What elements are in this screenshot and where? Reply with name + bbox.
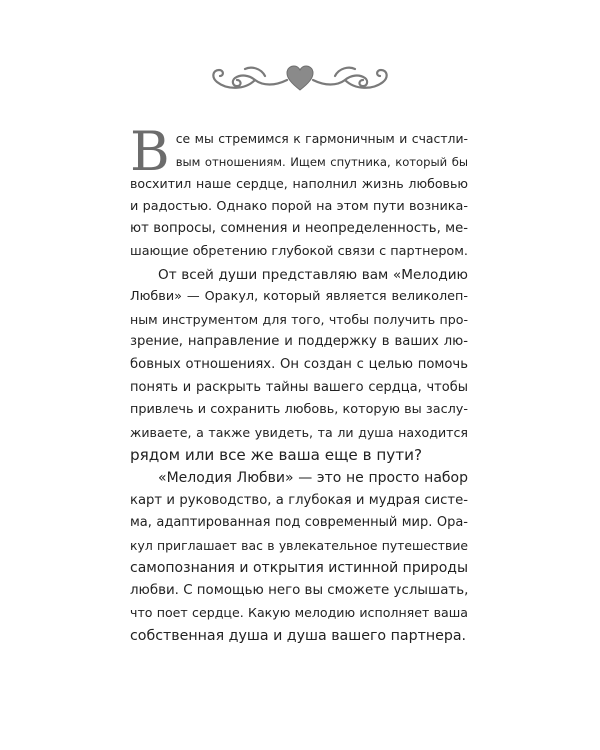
drop-cap: В	[130, 120, 170, 183]
text-line: зрение, направление и поддержку в ваших лю-	[130, 334, 468, 350]
paragraph-2	[130, 264, 468, 467]
text-line: ют вопросы, сомнения и неопределенность, ме-	[130, 221, 468, 237]
text-line: От всей души представляю вам «Мелодию	[158, 266, 468, 283]
text-line: привлечь и сохранить любовь, которую вы заслу-	[130, 402, 468, 418]
text-line: восхитил наше сердце, наполнил жизнь любовью	[130, 176, 468, 192]
paragraph-3	[130, 467, 468, 648]
text-line: понять и раскрыть тайны вашего сердца, чтобы	[130, 379, 468, 395]
heart-flourish-ornament-icon	[205, 56, 395, 100]
text-line: Любви» — Оракул, который является великолеп-	[130, 289, 468, 305]
text-line: что поет сердце. Какую мелодию исполняет ваша	[130, 605, 468, 621]
text-line: бовных отношениях. Он создан с целью помочь	[130, 356, 468, 372]
text-line: ма, адаптированная под современный мир. Ора-	[130, 515, 468, 531]
paragraph-1	[130, 120, 468, 264]
text-line: шающие обретению глубокой связи с партнером.	[130, 243, 468, 259]
text-line: любви. С помощью него вы сможете услышать,	[130, 582, 469, 598]
text-line: собственная душа и душа вашего партнера.	[130, 628, 467, 645]
text-line: и радостью. Однако порой на этом пути возника-	[130, 198, 468, 214]
text-line: рядом или все же ваша еще в пути?	[130, 446, 423, 465]
text-line: карт и руководство, а глубокая и мудрая систе-	[130, 492, 468, 508]
text-line: «Мелодия Любви» — это не просто набор	[158, 469, 468, 486]
text-line: живаете, а также увидеть, та ли душа находится	[130, 424, 468, 440]
text-line: самопознания и открытия истинной природы	[130, 560, 469, 577]
text-line: се мы стремимся к гармоничным и счастли-	[175, 131, 468, 146]
text-line: ным инструментом для того, чтобы получить про-	[130, 311, 468, 327]
body-text	[130, 120, 469, 648]
text-line: вым отношениям. Ищем спутника, который бы	[175, 154, 468, 169]
text-line: кул приглашает вас в увлекательное путешествие	[130, 537, 468, 553]
